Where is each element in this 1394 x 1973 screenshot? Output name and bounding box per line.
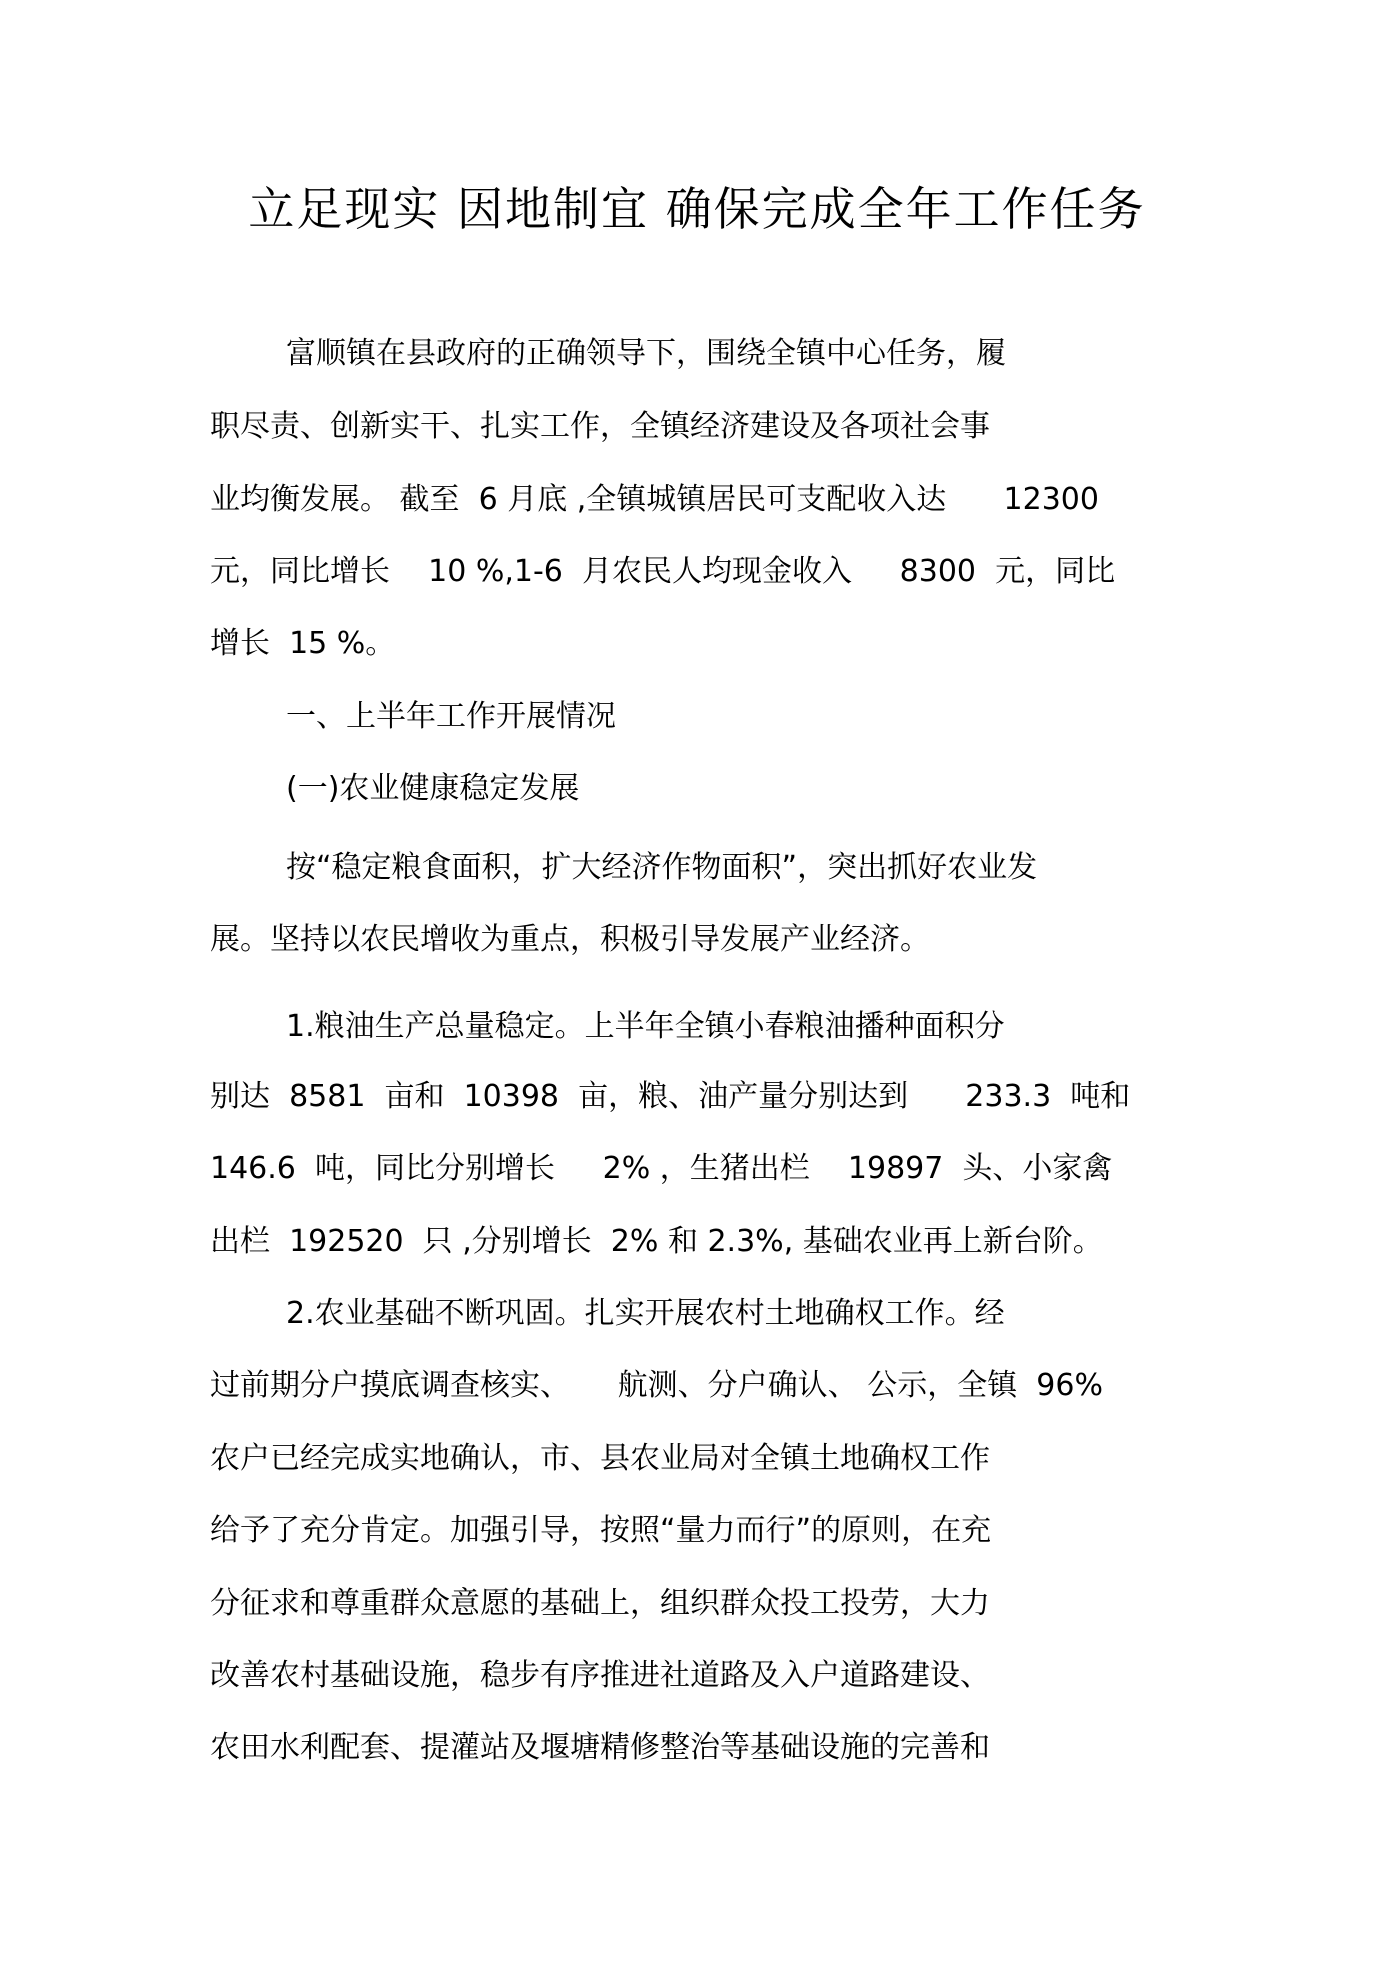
paragraph-line: 职尽责、创新实干、扎实工作，全镇经济建设及各项社会事 bbox=[210, 409, 990, 444]
paragraph-line: 元，同比增长 10 %,1-6 月农民人均现金收入 8300 元，同比 bbox=[210, 554, 1116, 589]
paragraph-line: 富顺镇在县政府的正确领导下，围绕全镇中心任务，履 bbox=[286, 336, 1006, 371]
paragraph-line: 过前期分户摸底调查核实、 航测、分户确认、 公示，全镇 96% bbox=[210, 1368, 1103, 1403]
paragraph-line: 业均衡发展。 截至 6 月底 ,全镇城镇居民可支配收入达 12300 bbox=[210, 482, 1099, 517]
section-heading: 一、上半年工作开展情况 bbox=[286, 699, 616, 734]
paragraph-line: 1.粮油生产总量稳定。上半年全镇小春粮油播种面积分 bbox=[286, 1009, 1005, 1044]
paragraph-line: 给予了充分肯定。加强引导，按照“量力而行”的原则，在充 bbox=[210, 1513, 992, 1548]
paragraph-line: 增长 15 %。 bbox=[210, 626, 396, 661]
paragraph-line: 146.6 吨，同比分别增长 2% ，生猪出栏 19897 头、小家禽 bbox=[210, 1151, 1113, 1186]
paragraph-line: 分征求和尊重群众意愿的基础上，组织群众投工投劳，大力 bbox=[210, 1586, 990, 1621]
paragraph-line: 按“稳定粮食面积，扩大经济作物面积”，突出抓好农业发 bbox=[286, 850, 1038, 885]
paragraph-line: 农田水利配套、提灌站及堰塘精修整治等基础设施的完善和 bbox=[210, 1730, 990, 1765]
paragraph-line: 改善农村基础设施，稳步有序推进社道路及入户道路建设、 bbox=[210, 1658, 990, 1693]
paragraph-line: 2.农业基础不断巩固。扎实开展农村土地确权工作。经 bbox=[286, 1296, 1005, 1331]
subsection-heading: (一)农业健康稳定发展 bbox=[286, 771, 580, 806]
document-title: 立足现实 因地制宜 确保完成全年工作任务 bbox=[248, 182, 1146, 236]
paragraph-line: 展。坚持以农民增收为重点，积极引导发展产业经济。 bbox=[210, 922, 930, 957]
paragraph-line: 农户已经完成实地确认，市、县农业局对全镇土地确权工作 bbox=[210, 1441, 990, 1476]
paragraph-line: 别达 8581 亩和 10398 亩，粮、油产量分别达到 233.3 吨和 bbox=[210, 1079, 1131, 1114]
paragraph-line: 出栏 192520 只 ,分别增长 2% 和 2.3%, 基础农业再上新台阶。 bbox=[210, 1224, 1103, 1259]
